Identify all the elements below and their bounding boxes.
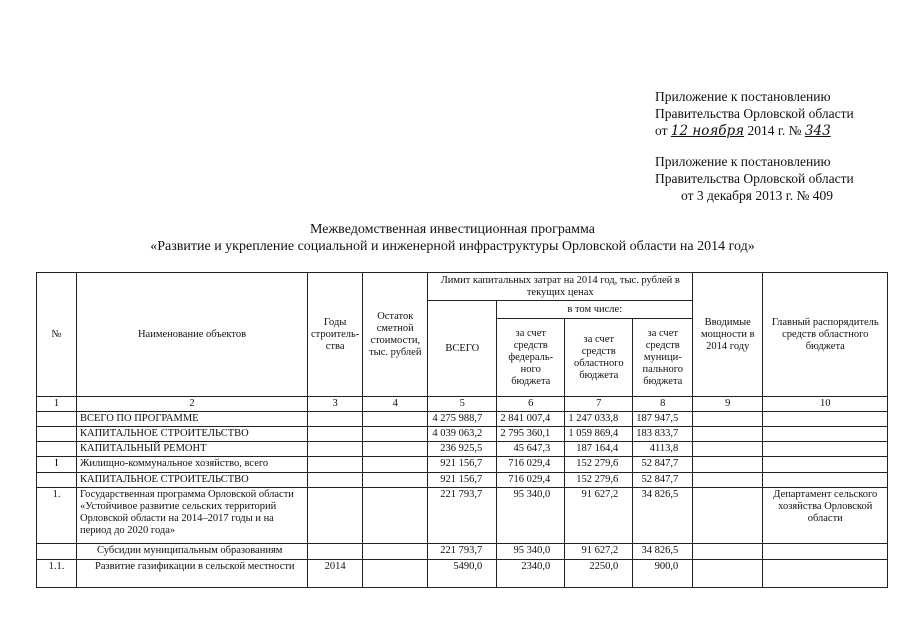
cell-municipal: 900,0 bbox=[633, 560, 693, 588]
cell-years bbox=[308, 544, 363, 560]
cell-capacity bbox=[693, 560, 763, 588]
cell-total: 236 925,5 bbox=[428, 442, 497, 457]
col-number: 7 bbox=[565, 397, 633, 412]
cell-remainder bbox=[363, 412, 428, 427]
cell-manager bbox=[763, 473, 888, 488]
column-numbers-row bbox=[37, 397, 888, 412]
header-line-1: Приложение к постановлению bbox=[655, 89, 831, 104]
cell-remainder bbox=[363, 560, 428, 588]
cell-name: ВСЕГО ПО ПРОГРАММЕ bbox=[77, 412, 308, 427]
cell-capacity bbox=[693, 412, 763, 427]
cell-num bbox=[37, 412, 77, 427]
cell-total: 221 793,7 bbox=[428, 544, 497, 560]
cell-name: Жилищно-коммунальное хозяйство, всего bbox=[77, 457, 308, 473]
document-subtitle: «Развитие и укрепление социальной и инженерной инфраструктуры Орловской области на 2014 год» bbox=[150, 239, 755, 254]
header-manager: Главный распорядитель средств областного бюджета bbox=[763, 273, 888, 397]
cell-capacity bbox=[693, 427, 763, 442]
handwritten-date: 12 ноября bbox=[670, 123, 745, 139]
cell-name: КАПИТАЛЬНОЕ СТРОИТЕЛЬСТВО bbox=[77, 427, 308, 442]
cell-federal: 2 841 007,4 bbox=[497, 412, 565, 427]
cell-years bbox=[308, 488, 363, 544]
header-line-3 bbox=[655, 122, 831, 140]
cell-regional: 91 627,2 bbox=[565, 488, 633, 544]
table-row bbox=[37, 488, 888, 544]
cell-num: I bbox=[37, 457, 77, 473]
cell-total: 4 275 988,7 bbox=[428, 412, 497, 427]
cell-capacity bbox=[693, 544, 763, 560]
cell-municipal: 183 833,7 bbox=[633, 427, 693, 442]
investment-table bbox=[36, 272, 888, 588]
table-row bbox=[37, 544, 888, 560]
col-number: 8 bbox=[633, 397, 693, 412]
cell-total: 5490,0 bbox=[428, 560, 497, 588]
cell-municipal: 52 847,7 bbox=[633, 457, 693, 473]
cell-capacity bbox=[693, 442, 763, 457]
header-capacity: Вводимые мощности в 2014 году bbox=[693, 273, 763, 397]
cell-regional: 152 279,6 bbox=[565, 473, 633, 488]
cell-num: 1.1. bbox=[37, 560, 77, 588]
header-line-2: Правительства Орловской области bbox=[655, 106, 854, 121]
cell-name: КАПИТАЛЬНЫЙ РЕМОНТ bbox=[77, 442, 308, 457]
cell-regional: 187 164,4 bbox=[565, 442, 633, 457]
cell-federal: 716 029,4 bbox=[497, 457, 565, 473]
cell-name: Государственная программа Орловской области «Устойчивое развитие сельских территорий Орловской области на 2014–2017 годы и на период до 2020 года» bbox=[77, 488, 308, 544]
cell-capacity bbox=[693, 488, 763, 544]
col-number: 1 bbox=[37, 397, 77, 412]
table-row bbox=[37, 473, 888, 488]
cell-manager bbox=[763, 560, 888, 588]
cell-manager bbox=[763, 427, 888, 442]
cell-num: 1. bbox=[37, 488, 77, 544]
header-name: Наименование объектов bbox=[77, 273, 308, 397]
cell-manager bbox=[763, 412, 888, 427]
cell-federal: 95 340,0 bbox=[497, 544, 565, 560]
header-municipal: за счет средств муници-пального бюджета bbox=[633, 319, 693, 397]
col-number: 2 bbox=[77, 397, 308, 412]
table-row bbox=[37, 560, 888, 588]
table-row bbox=[37, 442, 888, 457]
cell-total: 4 039 063,2 bbox=[428, 427, 497, 442]
header-years: Годы строитель-ства bbox=[308, 273, 363, 397]
table-row bbox=[37, 427, 888, 442]
cell-regional: 152 279,6 bbox=[565, 457, 633, 473]
col-number: 5 bbox=[428, 397, 497, 412]
cell-years: 2014 bbox=[308, 560, 363, 588]
cell-num bbox=[37, 442, 77, 457]
cell-regional: 1 059 869,4 bbox=[565, 427, 633, 442]
cell-municipal: 34 826,5 bbox=[633, 544, 693, 560]
cell-manager bbox=[763, 442, 888, 457]
cell-remainder bbox=[363, 488, 428, 544]
cell-federal: 716 029,4 bbox=[497, 473, 565, 488]
header-line-3-prefix: от bbox=[655, 123, 668, 138]
cell-total: 921 156,7 bbox=[428, 457, 497, 473]
cell-remainder bbox=[363, 457, 428, 473]
cell-num bbox=[37, 427, 77, 442]
header-num: № bbox=[37, 273, 77, 397]
document-title: Межведомственная инвестиционная программа bbox=[310, 222, 595, 237]
cell-years bbox=[308, 412, 363, 427]
cell-municipal: 187 947,5 bbox=[633, 412, 693, 427]
table-row bbox=[37, 412, 888, 427]
cell-num bbox=[37, 473, 77, 488]
cell-manager bbox=[763, 544, 888, 560]
cell-years bbox=[308, 473, 363, 488]
cell-federal: 45 647,3 bbox=[497, 442, 565, 457]
cell-remainder bbox=[363, 544, 428, 560]
cell-regional: 2250,0 bbox=[565, 560, 633, 588]
header-remainder: Остаток сметной стоимости, тыс. рублей bbox=[363, 273, 428, 397]
col-number: 4 bbox=[363, 397, 428, 412]
cell-regional: 91 627,2 bbox=[565, 544, 633, 560]
header-limit: Лимит капитальных затрат на 2014 год, тыс. рублей в текущих ценах bbox=[428, 273, 693, 301]
cell-total: 921 156,7 bbox=[428, 473, 497, 488]
cell-federal: 2 795 360,1 bbox=[497, 427, 565, 442]
cell-municipal: 52 847,7 bbox=[633, 473, 693, 488]
cell-capacity bbox=[693, 457, 763, 473]
col-number: 6 bbox=[497, 397, 565, 412]
handwritten-number: 343 bbox=[804, 123, 831, 139]
cell-manager: Департамент сельского хозяйства Орловской области bbox=[763, 488, 888, 544]
cell-municipal: 4113,8 bbox=[633, 442, 693, 457]
header-incl: в том числе: bbox=[497, 301, 693, 319]
cell-remainder bbox=[363, 427, 428, 442]
cell-years bbox=[308, 427, 363, 442]
cell-name: Развитие газификации в сельской местности bbox=[77, 560, 308, 588]
cell-federal: 95 340,0 bbox=[497, 488, 565, 544]
cell-years bbox=[308, 442, 363, 457]
cell-municipal: 34 826,5 bbox=[633, 488, 693, 544]
col-number: 3 bbox=[308, 397, 363, 412]
cell-name: КАПИТАЛЬНОЕ СТРОИТЕЛЬСТВО bbox=[77, 473, 308, 488]
header-line-6: от 3 декабря 2013 г. № 409 bbox=[681, 188, 834, 203]
cell-remainder bbox=[363, 473, 428, 488]
col-number: 10 bbox=[763, 397, 888, 412]
cell-federal: 2340,0 bbox=[497, 560, 565, 588]
cell-manager bbox=[763, 457, 888, 473]
cell-num bbox=[37, 544, 77, 560]
cell-years bbox=[308, 457, 363, 473]
header-line-5: Правительства Орловской области bbox=[655, 171, 854, 186]
header-line-4: Приложение к постановлению bbox=[655, 154, 831, 169]
table-row bbox=[37, 457, 888, 473]
header-federal: за счет средств федераль-ного бюджета bbox=[497, 319, 565, 397]
col-number: 9 bbox=[693, 397, 763, 412]
header-regional: за счет средств областного бюджета bbox=[565, 319, 633, 397]
header-total: ВСЕГО bbox=[428, 301, 497, 397]
cell-total: 221 793,7 bbox=[428, 488, 497, 544]
cell-capacity bbox=[693, 473, 763, 488]
cell-remainder bbox=[363, 442, 428, 457]
cell-regional: 1 247 033,8 bbox=[565, 412, 633, 427]
cell-name: Субсидии муниципальным образованиям bbox=[77, 544, 308, 560]
header-line-3-mid: 2014 г. № bbox=[744, 123, 802, 138]
